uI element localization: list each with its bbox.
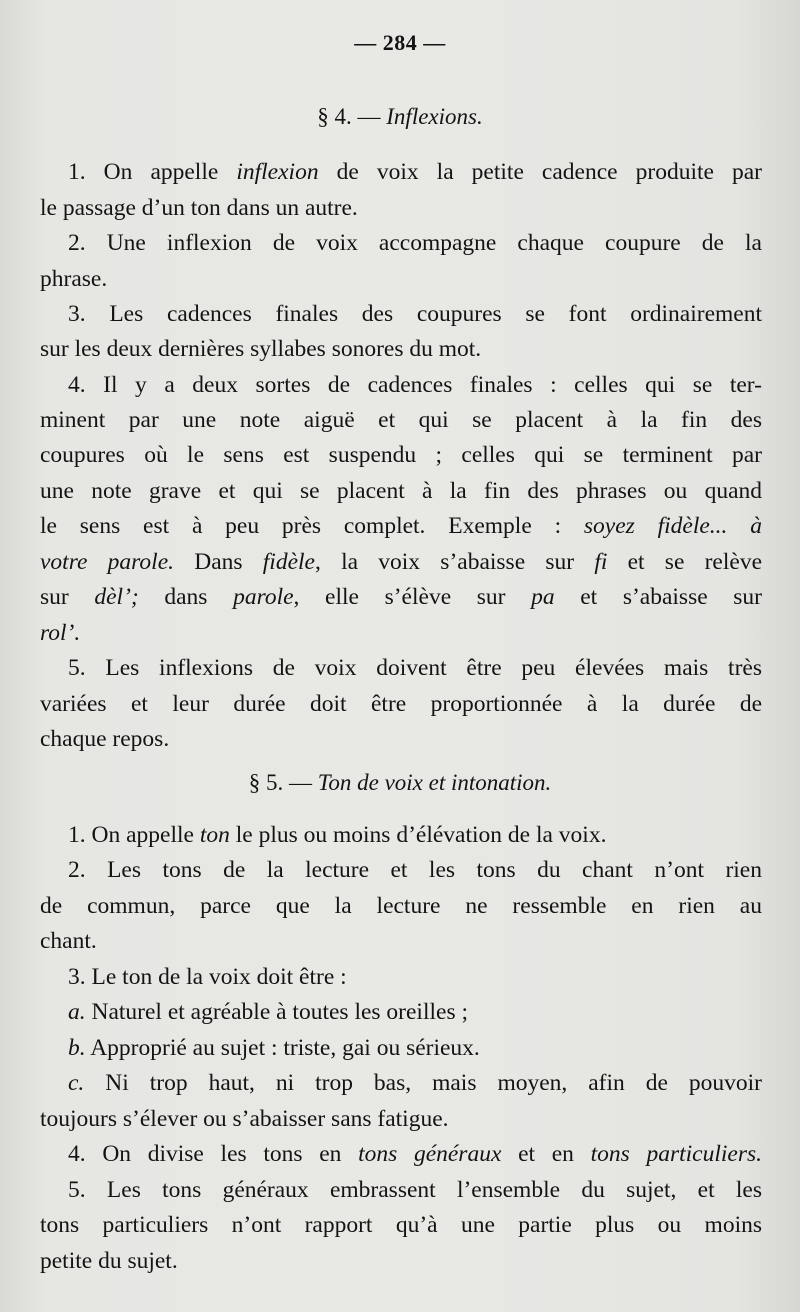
italic-example: votre parole. [40, 549, 175, 575]
text-run: sur [40, 584, 95, 610]
section-4-heading [0, 104, 800, 130]
italic-example: soyez fidèle... à [583, 513, 762, 539]
para-4-line-2: minent par une note aiguë et qui se placent à la fin des [40, 407, 762, 433]
list-letter: c. [68, 1070, 85, 1096]
text-run: de voix la petite cadence produite par [318, 159, 762, 185]
italic-syllable: dèl’; [94, 584, 139, 610]
text-run: le sens est à peu près complet. Exemple : [40, 513, 584, 539]
para-5-line-2: variées et leur durée doit être proportionnée à la durée de [40, 691, 762, 717]
para-5-line-1: 5. Les inflexions de voix doivent être peu élevées mais très [68, 655, 762, 681]
s5-item-5-line-2: tons particuliers n’ont rapport qu’à une partie plus ou moins [40, 1212, 762, 1238]
text-run: Approprié au sujet : triste, gai ou sérieux. [85, 1035, 480, 1061]
list-letter: a. [68, 999, 86, 1025]
italic-term: tons généraux [358, 1141, 502, 1167]
s5-item-3a [40, 994, 762, 1031]
s5-item-3b [40, 1030, 762, 1067]
s5-item-3c-line-2: toujours s’élever ou s’abaisser sans fatigue. [40, 1106, 449, 1132]
italic-syllable: pa [531, 584, 555, 610]
para-5-line-3: chaque repos. [40, 726, 170, 752]
italic-word: parole [233, 584, 294, 610]
para-2-line-2: phrase. [40, 266, 108, 292]
italic-term: ton [199, 822, 230, 848]
text-run: Ni trop haut, ni trop bas, mais moyen, afin de pouvoir [84, 1070, 762, 1096]
list-letter: b. [68, 1035, 86, 1061]
para-1-line-1 [40, 154, 762, 191]
para-3-line-2: sur les deux dernières syllabes sonores du mot. [40, 336, 482, 362]
text-run: Naturel et agréable à toutes les oreilles ; [85, 999, 468, 1025]
italic-word: fidèle [262, 549, 315, 575]
para-4-line-7 [40, 579, 762, 616]
s5-item-2-line-2: de commun, parce que la lecture ne ressemble en rien au [40, 893, 762, 919]
para-4-line-1: 4. Il y a deux sortes de cadences finales : celles qui se ter- [68, 372, 762, 398]
s5-item-5-line-3: petite du sujet. [40, 1248, 178, 1274]
para-1-line-2: le passage d’un ton dans un autre. [40, 195, 358, 221]
section-5-heading [0, 770, 800, 796]
s5-item-4 [40, 1136, 762, 1173]
s5-item-2-line-1: 2. Les tons de la lecture et les tons du chant n’ont rien [68, 857, 762, 883]
section-5-prefix: § 5. — [248, 770, 318, 795]
text-run: 1. On appelle [68, 822, 200, 848]
text-run: dans [138, 584, 234, 610]
italic-term: inflexion [236, 159, 319, 185]
text-run: Dans [174, 549, 263, 575]
text-run: et s’abaisse sur [554, 584, 762, 610]
text-run: et se relève [607, 549, 763, 575]
para-4-line-3: coupures où le sens est suspendu ; celles qui se terminent par [40, 442, 762, 468]
section-4-prefix: § 4. — [317, 104, 387, 129]
italic-syllable: fi [594, 549, 608, 575]
para-4-line-5 [40, 508, 762, 545]
para-4-line-6 [40, 544, 762, 581]
section-4-title: Inflexions. [386, 104, 483, 129]
text-run: , la voix s’abaisse sur [314, 549, 595, 575]
text-run: et en [501, 1141, 591, 1167]
s5-item-3c-line-1 [40, 1065, 762, 1102]
s5-item-1 [40, 817, 762, 854]
italic-term: tons particuliers. [590, 1141, 762, 1167]
para-4-line-4: une note grave et qui se placent à la fin des phrases ou quand [40, 478, 762, 504]
section-5-title: Ton de voix et intonation. [317, 770, 552, 795]
para-3-line-1: 3. Les cadences finales des coupures se font ordinairement [68, 301, 762, 327]
text-run: , elle s’élève sur [293, 584, 532, 610]
s5-item-2-line-3: chant. [40, 928, 97, 954]
para-4-line-8: rol’. [40, 620, 81, 646]
s5-item-3: 3. Le ton de la voix doit être : [68, 964, 347, 990]
text-run: le plus ou moins d’élévation de la voix. [229, 822, 607, 848]
s5-item-5-line-1: 5. Les tons généraux embrassent l’ensemble du sujet, et les [68, 1177, 762, 1203]
text-run: 4. On divise les tons en [68, 1141, 359, 1167]
page-number: — 284 — [354, 30, 446, 55]
text-run: 1. On appelle [68, 159, 237, 185]
para-2-line-1: 2. Une inflexion de voix accompagne chaque coupure de la [68, 230, 762, 256]
